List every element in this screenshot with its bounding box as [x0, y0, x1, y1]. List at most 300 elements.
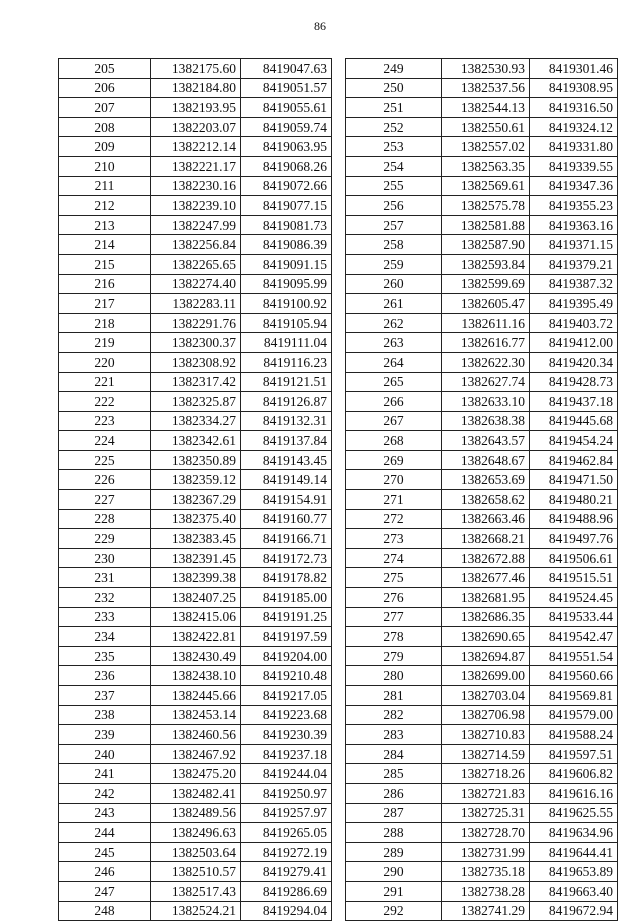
y-coordinate-cell: 8419081.73: [241, 215, 332, 235]
x-coordinate-cell: 1382690.65: [442, 627, 530, 647]
y-coordinate-cell: 8419387.32: [530, 274, 618, 294]
y-coordinate-cell: 8419579.00: [530, 705, 618, 725]
table-row: [346, 764, 618, 784]
x-coordinate-cell: 1382735.18: [442, 862, 530, 882]
y-coordinate-cell: 8419172.73: [241, 548, 332, 568]
table-row: [59, 333, 332, 353]
point-number-cell: 264: [346, 352, 442, 372]
point-number-cell: 213: [59, 215, 151, 235]
point-number-cell: 261: [346, 294, 442, 314]
table-row: [346, 862, 618, 882]
x-coordinate-cell: 1382725.31: [442, 803, 530, 823]
point-number-cell: 211: [59, 176, 151, 196]
y-coordinate-cell: 8419059.74: [241, 117, 332, 137]
point-number-cell: 205: [59, 59, 151, 79]
y-coordinate-cell: 8419197.59: [241, 627, 332, 647]
x-coordinate-cell: 1382557.02: [442, 137, 530, 157]
point-number-cell: 209: [59, 137, 151, 157]
x-coordinate-cell: 1382482.41: [151, 783, 241, 803]
point-number-cell: 251: [346, 98, 442, 118]
y-coordinate-cell: 8419191.25: [241, 607, 332, 627]
point-number-cell: 256: [346, 196, 442, 216]
point-number-cell: 243: [59, 803, 151, 823]
x-coordinate-cell: 1382184.80: [151, 78, 241, 98]
x-coordinate-cell: 1382537.56: [442, 78, 530, 98]
table-row: [59, 196, 332, 216]
point-number-cell: 257: [346, 215, 442, 235]
y-coordinate-cell: 8419230.39: [241, 725, 332, 745]
point-number-cell: 216: [59, 274, 151, 294]
y-coordinate-cell: 8419077.15: [241, 196, 332, 216]
table-row: [346, 666, 618, 686]
y-coordinate-cell: 8419462.84: [530, 450, 618, 470]
table-row: [59, 764, 332, 784]
y-coordinate-cell: 8419339.55: [530, 156, 618, 176]
table-row: [59, 823, 332, 843]
x-coordinate-cell: 1382581.88: [442, 215, 530, 235]
point-number-cell: 287: [346, 803, 442, 823]
x-coordinate-cell: 1382622.30: [442, 352, 530, 372]
point-number-cell: 265: [346, 372, 442, 392]
x-coordinate-cell: 1382256.84: [151, 235, 241, 255]
table-row: [346, 686, 618, 706]
x-coordinate-cell: 1382460.56: [151, 725, 241, 745]
x-coordinate-cell: 1382274.40: [151, 274, 241, 294]
table-row: [346, 490, 618, 510]
y-coordinate-cell: 8419250.97: [241, 783, 332, 803]
point-number-cell: 273: [346, 529, 442, 549]
table-row: [59, 470, 332, 490]
table-row: [346, 294, 618, 314]
x-coordinate-cell: 1382415.06: [151, 607, 241, 627]
x-coordinate-cell: 1382517.43: [151, 881, 241, 901]
point-number-cell: 238: [59, 705, 151, 725]
y-coordinate-cell: 8419403.72: [530, 313, 618, 333]
y-coordinate-cell: 8419294.04: [241, 901, 332, 921]
y-coordinate-cell: 8419091.15: [241, 254, 332, 274]
point-number-cell: 237: [59, 686, 151, 706]
x-coordinate-cell: 1382638.38: [442, 411, 530, 431]
point-number-cell: 279: [346, 646, 442, 666]
x-coordinate-cell: 1382399.38: [151, 568, 241, 588]
x-coordinate-cell: 1382718.26: [442, 764, 530, 784]
point-number-cell: 239: [59, 725, 151, 745]
x-coordinate-cell: 1382550.61: [442, 117, 530, 137]
x-coordinate-cell: 1382672.88: [442, 548, 530, 568]
y-coordinate-cell: 8419588.24: [530, 725, 618, 745]
point-number-cell: 210: [59, 156, 151, 176]
y-coordinate-cell: 8419560.66: [530, 666, 618, 686]
y-coordinate-cell: 8419301.46: [530, 59, 618, 79]
point-number-cell: 254: [346, 156, 442, 176]
y-coordinate-cell: 8419663.40: [530, 881, 618, 901]
point-number-cell: 288: [346, 823, 442, 843]
y-coordinate-cell: 8419308.95: [530, 78, 618, 98]
point-number-cell: 262: [346, 313, 442, 333]
table-row: [59, 509, 332, 529]
x-coordinate-cell: 1382496.63: [151, 823, 241, 843]
x-coordinate-cell: 1382291.76: [151, 313, 241, 333]
table-row: [59, 588, 332, 608]
table-row: [346, 627, 618, 647]
table-row: [346, 274, 618, 294]
table-row: [59, 78, 332, 98]
y-coordinate-cell: 8419428.73: [530, 372, 618, 392]
table-row: [346, 588, 618, 608]
table-row: [346, 392, 618, 412]
x-coordinate-cell: 1382593.84: [442, 254, 530, 274]
y-coordinate-cell: 8419166.71: [241, 529, 332, 549]
x-coordinate-cell: 1382350.89: [151, 450, 241, 470]
y-coordinate-cell: 8419279.41: [241, 862, 332, 882]
y-coordinate-cell: 8419371.15: [530, 235, 618, 255]
table-row: [59, 98, 332, 118]
x-coordinate-cell: 1382283.11: [151, 294, 241, 314]
x-coordinate-cell: 1382308.92: [151, 352, 241, 372]
table-row: [59, 862, 332, 882]
y-coordinate-cell: 8419347.36: [530, 176, 618, 196]
x-coordinate-cell: 1382658.62: [442, 490, 530, 510]
point-number-cell: 225: [59, 450, 151, 470]
y-coordinate-cell: 8419111.04: [241, 333, 332, 353]
point-number-cell: 218: [59, 313, 151, 333]
y-coordinate-cell: 8419454.24: [530, 431, 618, 451]
point-number-cell: 267: [346, 411, 442, 431]
x-coordinate-cell: 1382510.57: [151, 862, 241, 882]
point-number-cell: 234: [59, 627, 151, 647]
point-number-cell: 252: [346, 117, 442, 137]
point-number-cell: 280: [346, 666, 442, 686]
table-row: [59, 176, 332, 196]
y-coordinate-cell: 8419068.26: [241, 156, 332, 176]
point-number-cell: 289: [346, 842, 442, 862]
x-coordinate-cell: 1382475.20: [151, 764, 241, 784]
y-coordinate-cell: 8419395.49: [530, 294, 618, 314]
point-number-cell: 232: [59, 588, 151, 608]
y-coordinate-cell: 8419100.92: [241, 294, 332, 314]
point-number-cell: 212: [59, 196, 151, 216]
point-number-cell: 228: [59, 509, 151, 529]
table-row: [59, 607, 332, 627]
table-row: [346, 705, 618, 725]
point-number-cell: 266: [346, 392, 442, 412]
x-coordinate-cell: 1382530.93: [442, 59, 530, 79]
point-number-cell: 208: [59, 117, 151, 137]
y-coordinate-cell: 8419137.84: [241, 431, 332, 451]
y-coordinate-cell: 8419497.76: [530, 529, 618, 549]
x-coordinate-cell: 1382175.60: [151, 59, 241, 79]
x-coordinate-cell: 1382677.46: [442, 568, 530, 588]
point-number-cell: 275: [346, 568, 442, 588]
point-number-cell: 230: [59, 548, 151, 568]
table-row: [59, 431, 332, 451]
table-row: [346, 411, 618, 431]
point-number-cell: 258: [346, 235, 442, 255]
table-row: [346, 901, 618, 921]
x-coordinate-cell: 1382265.65: [151, 254, 241, 274]
y-coordinate-cell: 8419488.96: [530, 509, 618, 529]
y-coordinate-cell: 8419086.39: [241, 235, 332, 255]
x-coordinate-cell: 1382203.07: [151, 117, 241, 137]
point-number-cell: 222: [59, 392, 151, 412]
y-coordinate-cell: 8419606.82: [530, 764, 618, 784]
table-row: [59, 646, 332, 666]
y-coordinate-cell: 8419160.77: [241, 509, 332, 529]
point-number-cell: 245: [59, 842, 151, 862]
y-coordinate-cell: 8419223.68: [241, 705, 332, 725]
x-coordinate-cell: 1382544.13: [442, 98, 530, 118]
point-number-cell: 271: [346, 490, 442, 510]
y-coordinate-cell: 8419055.61: [241, 98, 332, 118]
y-coordinate-cell: 8419533.44: [530, 607, 618, 627]
y-coordinate-cell: 8419217.05: [241, 686, 332, 706]
y-coordinate-cell: 8419272.19: [241, 842, 332, 862]
y-coordinate-cell: 8419178.82: [241, 568, 332, 588]
table-row: [59, 803, 332, 823]
table-row: [59, 842, 332, 862]
x-coordinate-cell: 1382563.35: [442, 156, 530, 176]
point-number-cell: 284: [346, 744, 442, 764]
point-number-cell: 241: [59, 764, 151, 784]
y-coordinate-cell: 8419286.69: [241, 881, 332, 901]
y-coordinate-cell: 8419542.47: [530, 627, 618, 647]
y-coordinate-cell: 8419116.23: [241, 352, 332, 372]
point-number-cell: 290: [346, 862, 442, 882]
table-row: [346, 823, 618, 843]
table-row: [59, 627, 332, 647]
y-coordinate-cell: 8419355.23: [530, 196, 618, 216]
y-coordinate-cell: 8419672.94: [530, 901, 618, 921]
y-coordinate-cell: 8419471.50: [530, 470, 618, 490]
table-row: [59, 450, 332, 470]
x-coordinate-cell: 1382453.14: [151, 705, 241, 725]
table-row: [346, 803, 618, 823]
table-row: [59, 313, 332, 333]
y-coordinate-cell: 8419051.57: [241, 78, 332, 98]
y-coordinate-cell: 8419185.00: [241, 588, 332, 608]
y-coordinate-cell: 8419047.63: [241, 59, 332, 79]
y-coordinate-cell: 8419072.66: [241, 176, 332, 196]
table-row: [59, 411, 332, 431]
y-coordinate-cell: 8419644.41: [530, 842, 618, 862]
y-coordinate-cell: 8419653.89: [530, 862, 618, 882]
y-coordinate-cell: 8419154.91: [241, 490, 332, 510]
table-row: [346, 548, 618, 568]
point-number-cell: 227: [59, 490, 151, 510]
point-number-cell: 263: [346, 333, 442, 353]
x-coordinate-cell: 1382489.56: [151, 803, 241, 823]
y-coordinate-cell: 8419625.55: [530, 803, 618, 823]
x-coordinate-cell: 1382569.61: [442, 176, 530, 196]
y-coordinate-cell: 8419437.18: [530, 392, 618, 412]
x-coordinate-cell: 1382731.99: [442, 842, 530, 862]
table-row: [346, 568, 618, 588]
point-number-cell: 253: [346, 137, 442, 157]
point-number-cell: 244: [59, 823, 151, 843]
table-row: [346, 725, 618, 745]
table-row: [59, 725, 332, 745]
y-coordinate-cell: 8419143.45: [241, 450, 332, 470]
y-coordinate-cell: 8419244.04: [241, 764, 332, 784]
y-coordinate-cell: 8419265.05: [241, 823, 332, 843]
point-number-cell: 215: [59, 254, 151, 274]
x-coordinate-cell: 1382375.40: [151, 509, 241, 529]
x-coordinate-cell: 1382648.67: [442, 450, 530, 470]
point-number-cell: 247: [59, 881, 151, 901]
point-number-cell: 214: [59, 235, 151, 255]
table-row: [59, 901, 332, 921]
x-coordinate-cell: 1382587.90: [442, 235, 530, 255]
table-row: [346, 333, 618, 353]
table-row: [346, 646, 618, 666]
y-coordinate-cell: 8419524.45: [530, 588, 618, 608]
x-coordinate-cell: 1382710.83: [442, 725, 530, 745]
x-coordinate-cell: 1382703.04: [442, 686, 530, 706]
point-number-cell: 235: [59, 646, 151, 666]
y-coordinate-cell: 8419420.34: [530, 352, 618, 372]
x-coordinate-cell: 1382334.27: [151, 411, 241, 431]
x-coordinate-cell: 1382686.35: [442, 607, 530, 627]
x-coordinate-cell: 1382325.87: [151, 392, 241, 412]
x-coordinate-cell: 1382616.77: [442, 333, 530, 353]
point-number-cell: 278: [346, 627, 442, 647]
point-number-cell: 236: [59, 666, 151, 686]
point-number-cell: 270: [346, 470, 442, 490]
point-number-cell: 242: [59, 783, 151, 803]
table-row: [346, 137, 618, 157]
point-number-cell: 250: [346, 78, 442, 98]
table-row: [59, 372, 332, 392]
table-row: [59, 744, 332, 764]
point-number-cell: 260: [346, 274, 442, 294]
point-number-cell: 226: [59, 470, 151, 490]
point-number-cell: 255: [346, 176, 442, 196]
point-number-cell: 219: [59, 333, 151, 353]
table-row: [346, 313, 618, 333]
table-row: [59, 392, 332, 412]
y-coordinate-cell: 8419324.12: [530, 117, 618, 137]
point-number-cell: 207: [59, 98, 151, 118]
point-number-cell: 283: [346, 725, 442, 745]
point-number-cell: 248: [59, 901, 151, 921]
point-number-cell: 274: [346, 548, 442, 568]
table-row: [59, 686, 332, 706]
y-coordinate-cell: 8419237.18: [241, 744, 332, 764]
point-number-cell: 272: [346, 509, 442, 529]
y-coordinate-cell: 8419063.95: [241, 137, 332, 157]
table-row: [59, 705, 332, 725]
table-row: [59, 294, 332, 314]
table-row: [346, 98, 618, 118]
y-coordinate-cell: 8419095.99: [241, 274, 332, 294]
table-row: [346, 372, 618, 392]
table-row: [59, 529, 332, 549]
table-row: [59, 548, 332, 568]
page-number: 86: [314, 19, 326, 33]
table-row: [59, 117, 332, 137]
x-coordinate-cell: 1382714.59: [442, 744, 530, 764]
x-coordinate-cell: 1382359.12: [151, 470, 241, 490]
table-row: [346, 607, 618, 627]
point-number-cell: 223: [59, 411, 151, 431]
x-coordinate-cell: 1382633.10: [442, 392, 530, 412]
coordinates-table-left: [58, 58, 332, 921]
x-coordinate-cell: 1382367.29: [151, 490, 241, 510]
y-coordinate-cell: 8419506.61: [530, 548, 618, 568]
x-coordinate-cell: 1382438.10: [151, 666, 241, 686]
point-number-cell: 231: [59, 568, 151, 588]
x-coordinate-cell: 1382575.78: [442, 196, 530, 216]
point-number-cell: 229: [59, 529, 151, 549]
point-number-cell: 286: [346, 783, 442, 803]
table-row: [346, 470, 618, 490]
y-coordinate-cell: 8419204.00: [241, 646, 332, 666]
point-number-cell: 206: [59, 78, 151, 98]
y-coordinate-cell: 8419379.21: [530, 254, 618, 274]
x-coordinate-cell: 1382391.45: [151, 548, 241, 568]
x-coordinate-cell: 1382611.16: [442, 313, 530, 333]
table-row: [59, 215, 332, 235]
y-coordinate-cell: 8419331.80: [530, 137, 618, 157]
x-coordinate-cell: 1382239.10: [151, 196, 241, 216]
point-number-cell: 249: [346, 59, 442, 79]
table-row: [346, 529, 618, 549]
point-number-cell: 220: [59, 352, 151, 372]
point-number-cell: 240: [59, 744, 151, 764]
x-coordinate-cell: 1382643.57: [442, 431, 530, 451]
y-coordinate-cell: 8419121.51: [241, 372, 332, 392]
table-row: [346, 450, 618, 470]
table-row: [59, 254, 332, 274]
y-coordinate-cell: 8419126.87: [241, 392, 332, 412]
point-number-cell: 217: [59, 294, 151, 314]
x-coordinate-cell: 1382706.98: [442, 705, 530, 725]
table-row: [59, 881, 332, 901]
table-row: [346, 509, 618, 529]
x-coordinate-cell: 1382300.37: [151, 333, 241, 353]
x-coordinate-cell: 1382741.29: [442, 901, 530, 921]
coordinates-table-right: [345, 58, 618, 921]
table-row: [346, 59, 618, 79]
y-coordinate-cell: 8419257.97: [241, 803, 332, 823]
x-coordinate-cell: 1382653.69: [442, 470, 530, 490]
table-row: [346, 78, 618, 98]
y-coordinate-cell: 8419445.68: [530, 411, 618, 431]
point-number-cell: 233: [59, 607, 151, 627]
table-row: [346, 196, 618, 216]
y-coordinate-cell: 8419363.16: [530, 215, 618, 235]
x-coordinate-cell: 1382663.46: [442, 509, 530, 529]
table-row: [346, 235, 618, 255]
y-coordinate-cell: 8419210.48: [241, 666, 332, 686]
x-coordinate-cell: 1382681.95: [442, 588, 530, 608]
x-coordinate-cell: 1382728.70: [442, 823, 530, 843]
y-coordinate-cell: 8419616.16: [530, 783, 618, 803]
x-coordinate-cell: 1382193.95: [151, 98, 241, 118]
x-coordinate-cell: 1382407.25: [151, 588, 241, 608]
x-coordinate-cell: 1382383.45: [151, 529, 241, 549]
table-row: [346, 156, 618, 176]
point-number-cell: 259: [346, 254, 442, 274]
x-coordinate-cell: 1382342.61: [151, 431, 241, 451]
table-row: [59, 568, 332, 588]
x-coordinate-cell: 1382627.74: [442, 372, 530, 392]
table-row: [346, 117, 618, 137]
table-row: [59, 274, 332, 294]
x-coordinate-cell: 1382605.47: [442, 294, 530, 314]
point-number-cell: 221: [59, 372, 151, 392]
table-row: [346, 215, 618, 235]
